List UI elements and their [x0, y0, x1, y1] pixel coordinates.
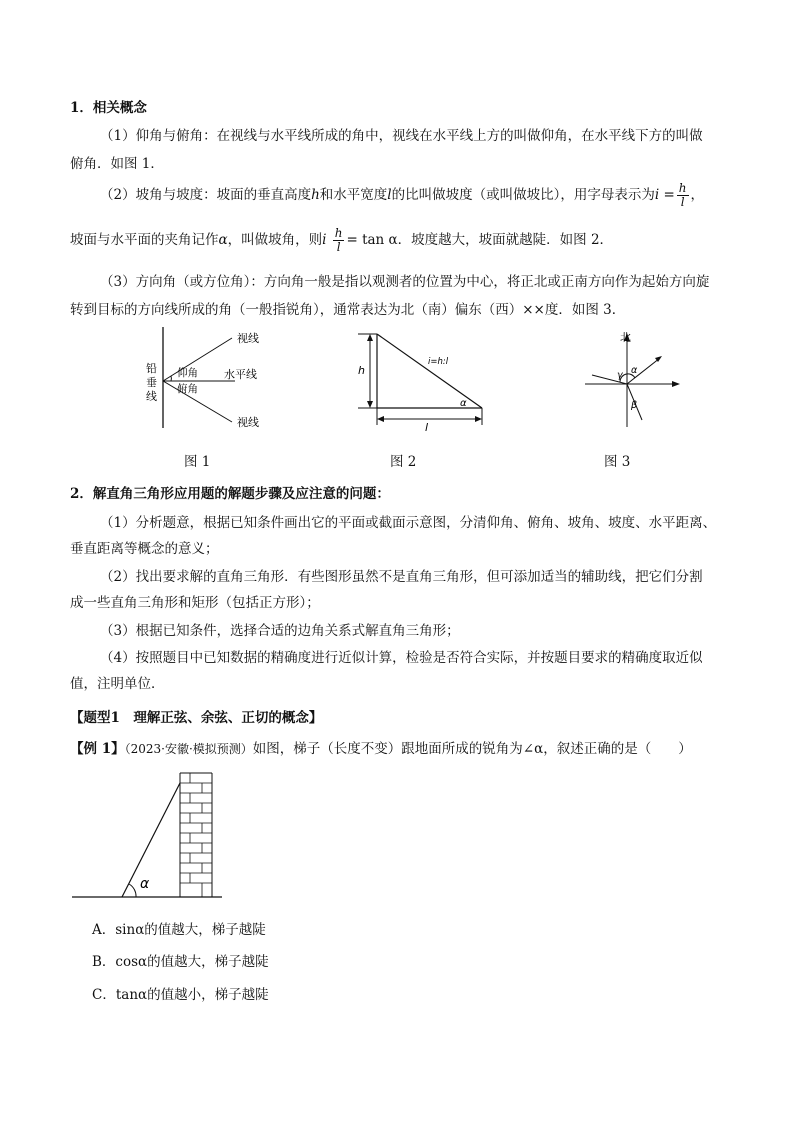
- figure2-caption: 图 2: [390, 454, 417, 470]
- example1-text: 如图，梯子（长度不变）跟地面所成的锐角为∠α，叙述正确的是（ ）: [252, 741, 692, 757]
- fig2-l: l: [425, 421, 429, 433]
- para3-line1: （3）方向角（或方位角）：方向角一般是指以观测者的位置为中心，将正北或正南方向作为起始方向旋: [100, 274, 710, 290]
- fig1-horizontal: 水平线: [224, 368, 257, 381]
- slope-fraction: $\frac{h}{l}$: [678, 181, 687, 209]
- fig1-sight-bottom: 视线: [237, 416, 259, 429]
- fig3-gamma: γ: [617, 370, 623, 381]
- figure1-caption: 图 1: [184, 454, 211, 470]
- fig1-sight-top: 视线: [237, 332, 259, 345]
- para2-line2: 坡面与水平面的夹角记作α，叫做坡角，则i $\frac{h}{l}$ = tan α．坡度越大，坡面就越陡．如图 2．: [70, 226, 614, 254]
- section2-heading: 2．解直角三角形应用题的解题步骤及应注意的问题：: [70, 486, 390, 502]
- fig3-beta: β: [631, 400, 638, 411]
- step2-line1: （2）找出要求解的直角三角形．有些图形虽然不是直角三角形，但可添加适当的辅助线，把它们分割: [100, 569, 703, 585]
- step4-line2: 值，注明单位．: [70, 676, 165, 692]
- example1-tag: 【例 1】: [70, 741, 125, 757]
- figure3-caption: 图 3: [604, 454, 631, 470]
- fig3-north: 北: [620, 331, 631, 344]
- fig2-h: h: [358, 364, 365, 377]
- fig1-elevation: 仰角: [177, 367, 198, 379]
- fig3-alpha: α: [631, 365, 638, 376]
- para1-line1: （1）仰角与俯角：在视线与水平线所成的角中，视线在水平线上方的叫做仰角，在水平线下方的叫做: [100, 128, 703, 144]
- fig2-alpha: α: [460, 398, 467, 409]
- option-a: A．sinα的值越大，梯子越陡: [92, 922, 266, 938]
- step3-line1: （3）根据已知条件，选择合适的边角关系式解直角三角形；: [100, 623, 460, 639]
- fig1-plumb-3: 线: [146, 390, 157, 403]
- type1-heading: 【题型1 理解正弦、余弦、正切的概念】: [70, 710, 323, 726]
- ladder-figure: [70, 770, 225, 900]
- fig2-slope: i=h:l: [428, 357, 449, 367]
- step1-line1: （1）分析题意，根据已知条件画出它的平面或截面示意图，分清仰角、俯角、坡角、坡度、水平距离、: [100, 515, 717, 531]
- para1-line2: 俯角．如图 1．: [70, 156, 164, 172]
- figure2-diagram: [350, 328, 490, 433]
- section1-heading: 1．相关概念: [70, 100, 147, 116]
- option-b: B．cosα的值越大，梯子越陡: [92, 954, 269, 970]
- para3-line2: 转到目标的方向线所成的角（一般指锐角），通常表达为北（南）偏东（西）××度．如图 3．: [70, 302, 626, 318]
- figure3-diagram: [580, 325, 685, 430]
- ladder-alpha: α: [140, 876, 150, 892]
- fig1-depression: 俯角: [177, 383, 198, 395]
- slope-fraction-2: $\frac{h}{l}$: [334, 226, 343, 254]
- fig1-plumb-1: 铅: [146, 362, 157, 375]
- example1-source: （2023·安徽·模拟预测）: [124, 742, 253, 756]
- figure1-diagram: [140, 325, 280, 430]
- step1-line2: 垂直距离等概念的意义；: [70, 541, 219, 557]
- fig1-plumb-2: 垂: [146, 376, 157, 389]
- example1-question: [70, 737, 692, 757]
- option-c: C．tanα的值越小，梯子越陡: [92, 987, 269, 1003]
- para2-line1: （2）坡角与坡度：坡面的垂直高度h和水平宽度l的比叫做坡度（或叫做坡比），用字母表示为i = $\frac{h}{l}$ ，: [100, 181, 705, 209]
- step4-line1: （4）按照题目中已知数据的精确度进行近似计算，检验是否符合实际，并按题目要求的精确度取近似: [100, 650, 703, 666]
- step2-line2: 成一些直角三角形和矩形（包括正方形）；: [70, 595, 320, 611]
